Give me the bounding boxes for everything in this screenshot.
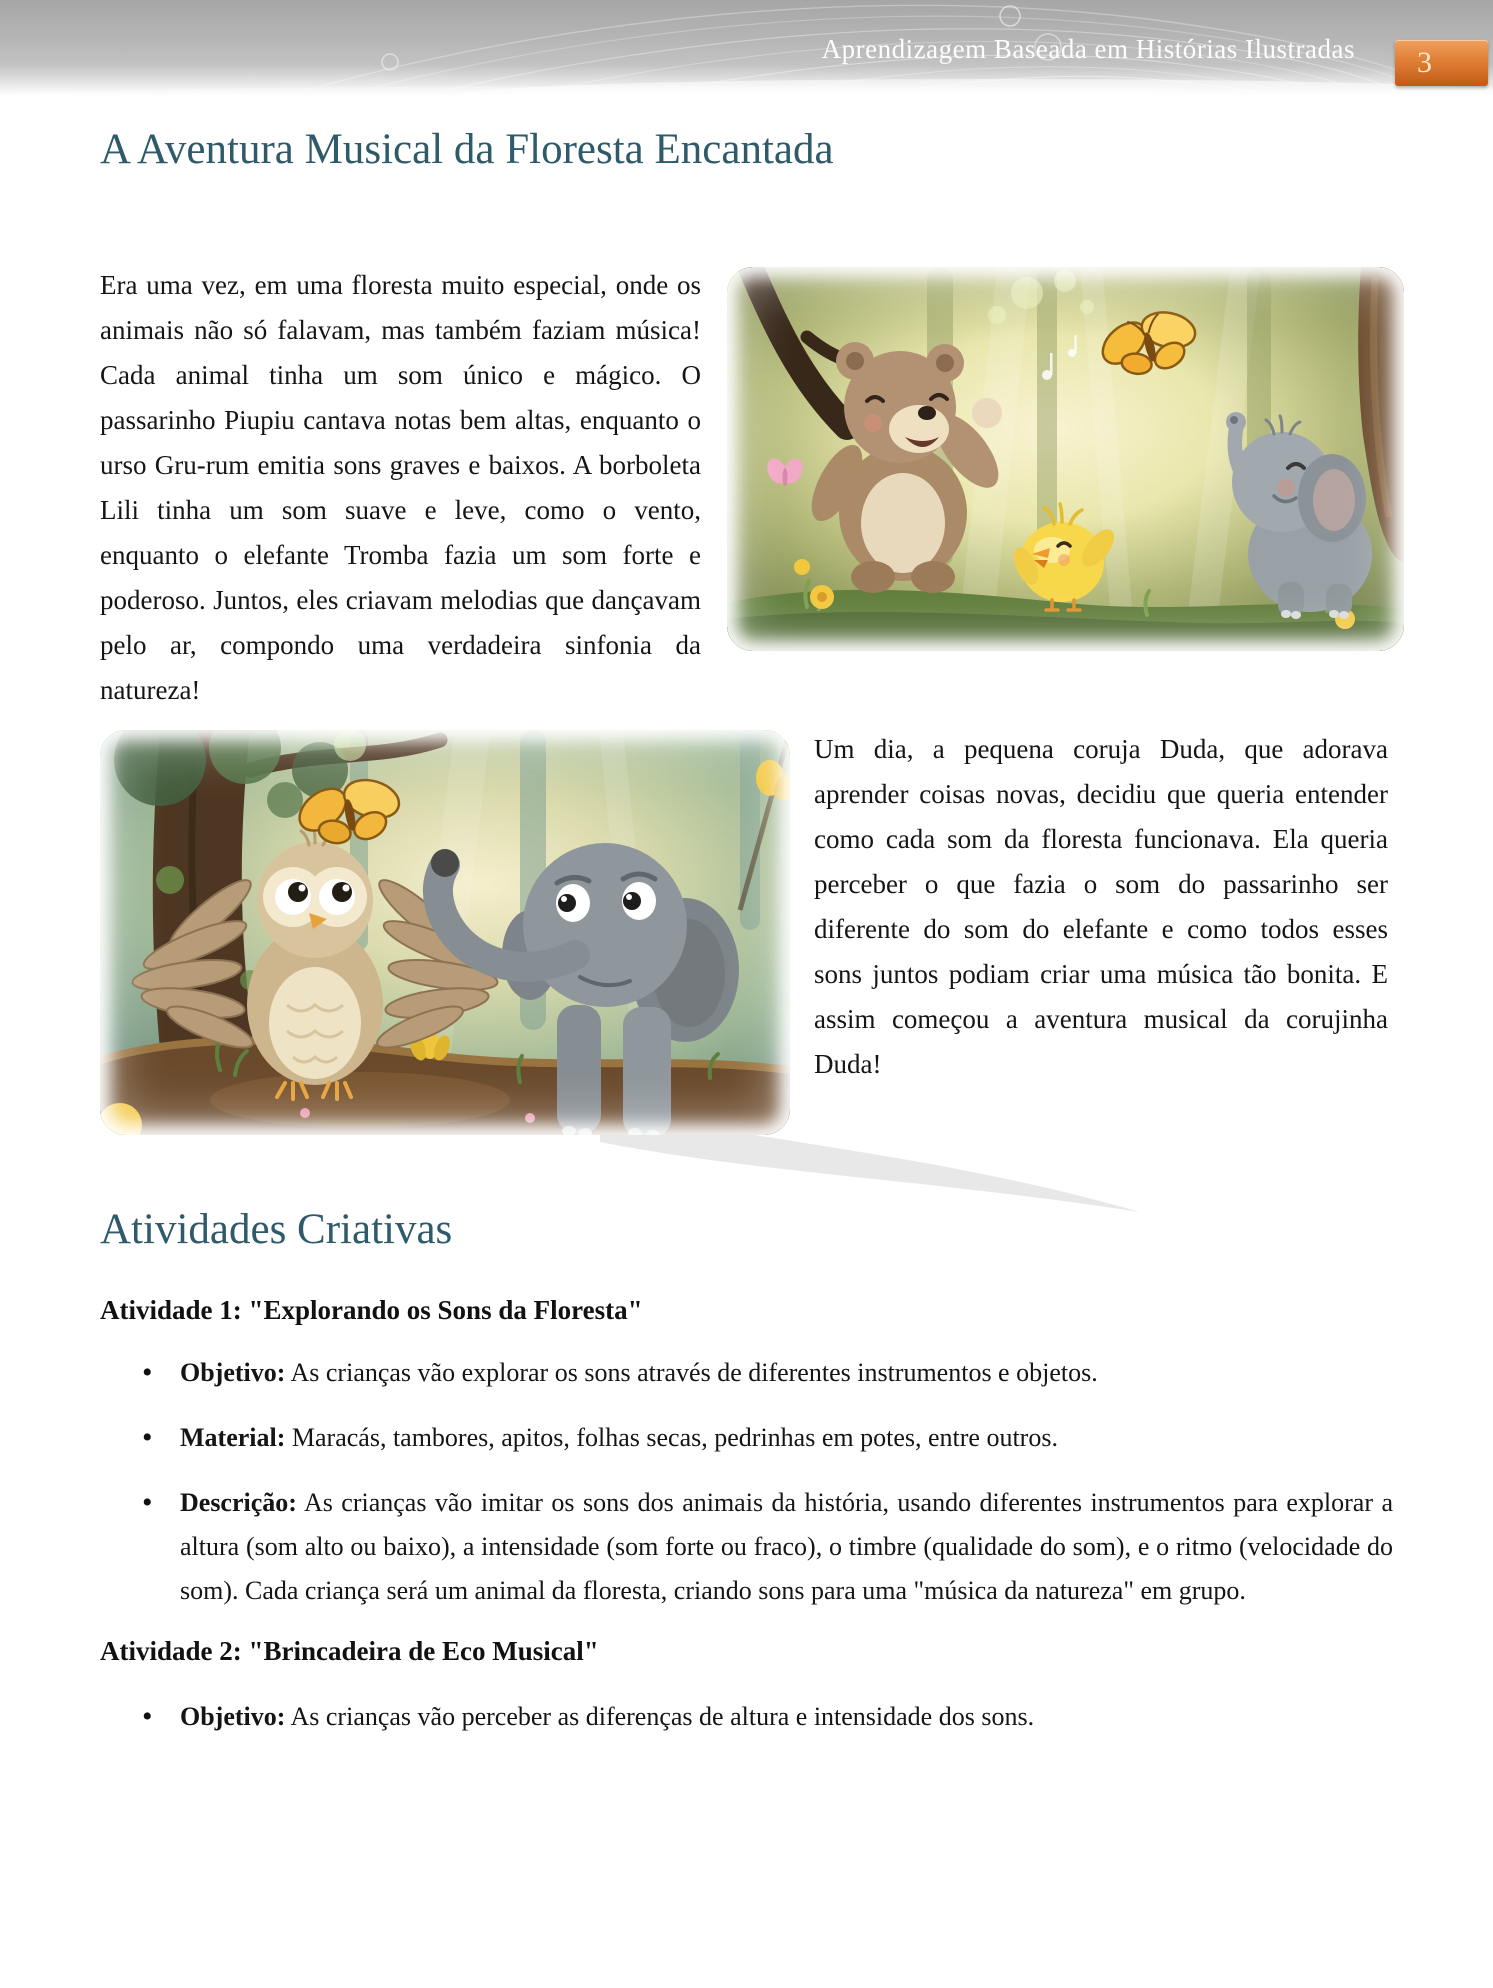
bullet-text: As crianças vão imitar os sons dos animais da história, usando diferentes instrumentos para explorar a altura (som alto ou baixo), a intensidade (som forte ou fraco), o timbre (qualidade do som), e o ritmo (velocidade do som). Cada criança será um animal da floresta, criando sons para uma "música da natureza" em grupo. — [180, 1488, 1393, 1605]
activities-section — [100, 1292, 1393, 1739]
story-title: A Aventura Musical da Floresta Encantada — [100, 126, 834, 173]
bullet-text: As crianças vão perceber as diferenças de altura e intensidade dos sons. — [290, 1702, 1035, 1731]
list-item — [100, 1416, 1393, 1460]
illustration-owl-elephant — [100, 730, 790, 1135]
list-item — [100, 1481, 1393, 1613]
page-number-badge — [1395, 40, 1488, 86]
list-item — [100, 1351, 1393, 1395]
bullet-label: Objetivo: — [180, 1702, 286, 1731]
owl-elephant-scene — [100, 730, 790, 1135]
bullet-label: Material: — [180, 1423, 286, 1452]
activity-2-title: Atividade 2: "Brincadeira de Eco Musical" — [100, 1636, 599, 1666]
page-number: 3 — [1417, 46, 1432, 79]
activity-2-bullets — [100, 1695, 1393, 1739]
bullet-text: As crianças vão explorar os sons através de diferentes instrumentos e objetos. — [290, 1358, 1098, 1387]
story-paragraph-1: Era uma vez, em uma floresta muito especial, onde os animais não só falavam, mas também faziam música! Cada animal tinha um som único e mágico. O passarinho Piupiu cantava notas bem altas, enquanto o urso Gru-rum emitia sons graves e baixos. A borboleta Lili tinha um som suave e leve, como o vento, enquanto o elefante Tromba fazia um som forte e poderoso. Juntos, eles criavam melodias que dançavam pelo ar, compondo uma verdadeira sinfonia da natureza! — [100, 270, 701, 705]
forest-music-scene — [727, 267, 1404, 651]
list-item — [100, 1695, 1393, 1739]
bullet-label: Objetivo: — [180, 1358, 286, 1387]
story-paragraph-2: Um dia, a pequena coruja Duda, que adorava aprender coisas novas, decidiu que queria entender como cada som da floresta funcionava. Ela queria perceber o que fazia o som do passarinho ser diferente do som do elefante e como todos esses sons juntos podiam criar uma música tão bonita. E assim começou a aventura musical da corujinha Duda! — [814, 734, 1388, 1079]
bullet-text: Maracás, tambores, apitos, folhas secas, pedrinhas em potes, entre outros. — [291, 1423, 1058, 1452]
activity-1-bullets — [100, 1351, 1393, 1613]
header-title: Aprendizagem Baseada em Histórias Ilustradas — [821, 34, 1355, 64]
bullet-label: Descrição: — [180, 1488, 297, 1517]
page-header — [0, 0, 1493, 96]
illustration-bear-chick-elephant — [727, 267, 1404, 651]
activity-1-title: Atividade 1: "Explorando os Sons da Floresta" — [100, 1295, 643, 1325]
activities-heading: Atividades Criativas — [100, 1206, 453, 1253]
